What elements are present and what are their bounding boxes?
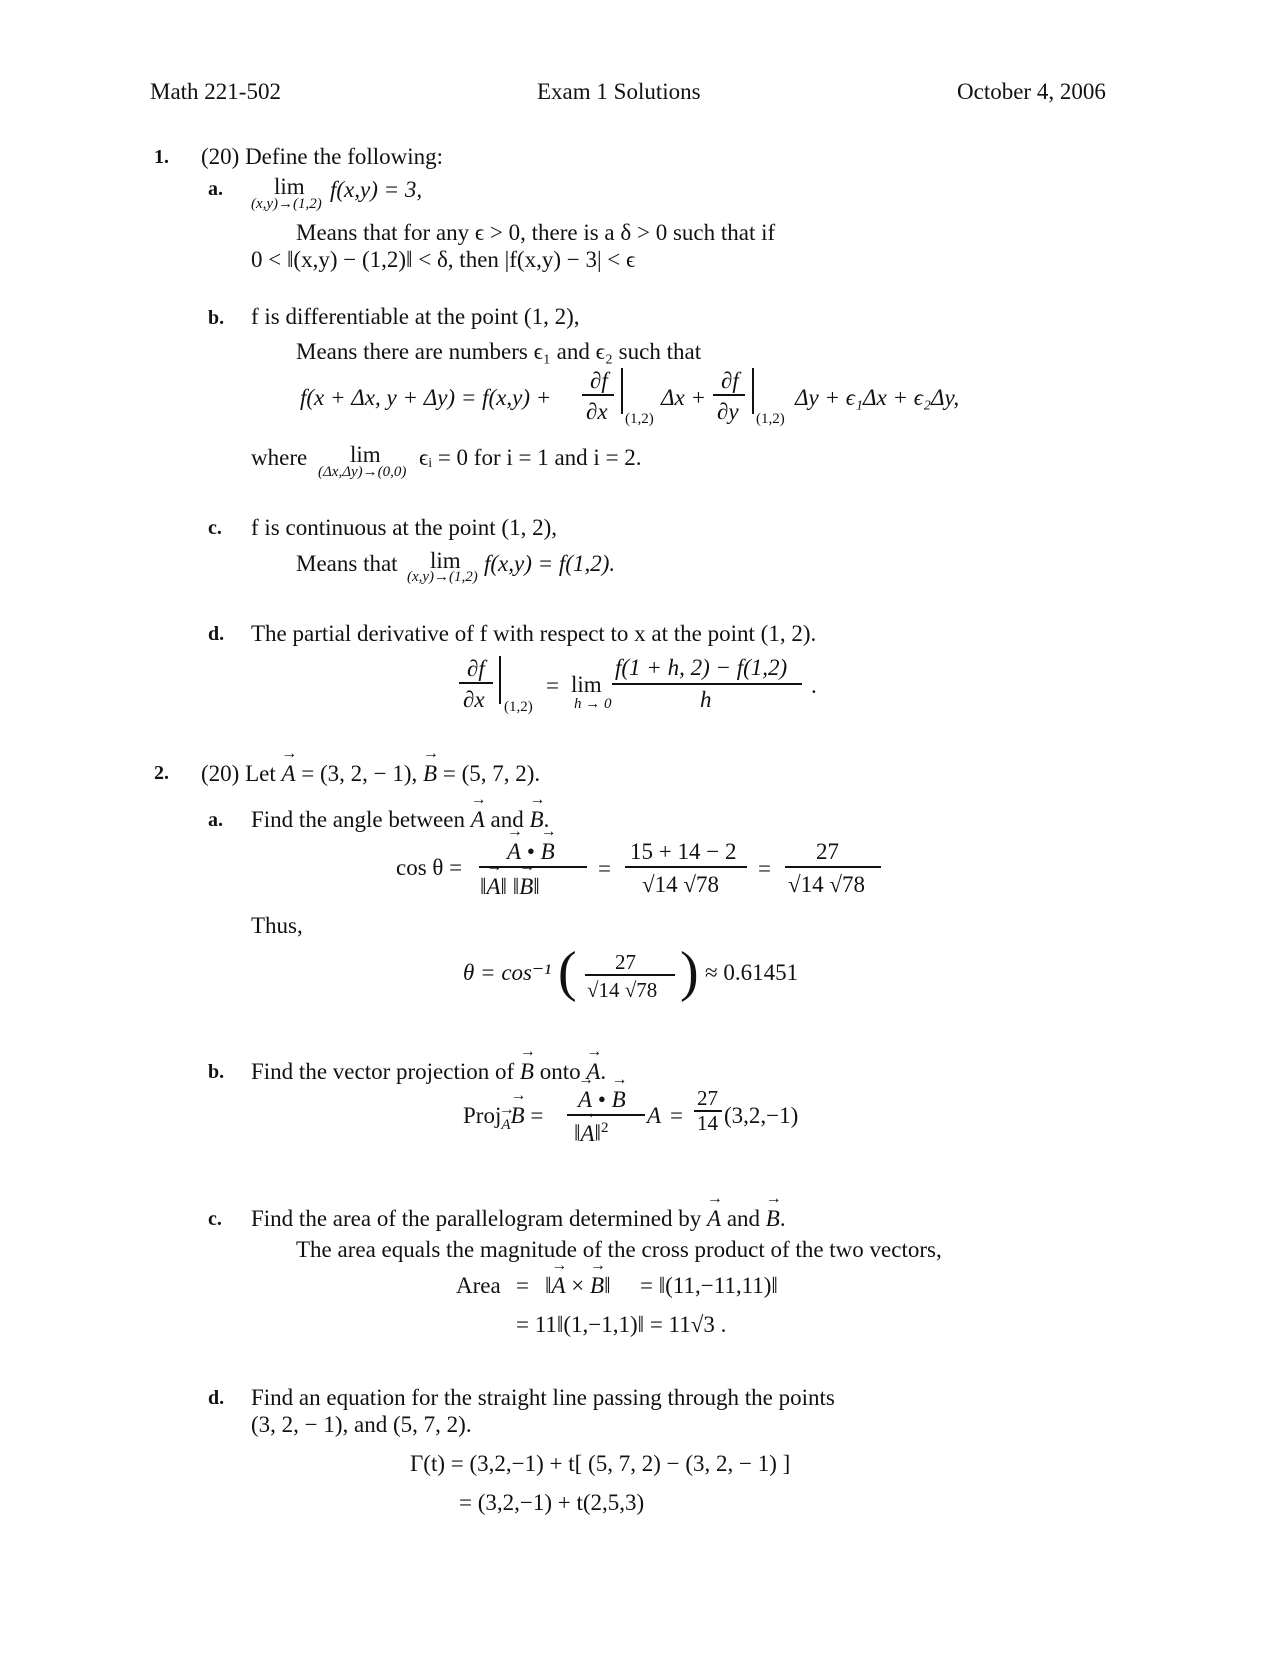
header-course: Math 221-502: [150, 79, 281, 104]
q2a-paren-open: (: [558, 941, 577, 1003]
q2-intro-A-val: = (3, 2, − 1),: [301, 761, 418, 786]
q2a-num1-B: → B: [541, 840, 555, 863]
q2a-den2: √14 √78: [642, 872, 719, 897]
q1b-mid: Δx +: [661, 385, 706, 410]
q2a-theta-num: 27: [615, 950, 636, 974]
q2b-den-A: → A: [580, 1122, 594, 1145]
q2-number: 2.: [154, 762, 169, 784]
q1b-df2: ∂f: [721, 368, 739, 393]
q2b-eq2: =: [670, 1103, 683, 1128]
q1b-where-tail: ϵᵢ = 0 for i = 1 and i = 2.: [419, 445, 642, 470]
q1c-label: c.: [208, 517, 222, 539]
q1b-heading: f is differentiable at the point (1, 2),: [251, 304, 580, 329]
q1c-expr: f(x,y) = f(1,2).: [484, 551, 616, 576]
q1a-lim-sub: (x,y)→(1,2): [251, 196, 322, 212]
q2c-heading-A: → A: [707, 1207, 721, 1230]
q2b-proj: [463, 1104, 543, 1133]
q2b-heading-period: .: [600, 1059, 607, 1084]
q2b-proj-eq: =: [530, 1103, 544, 1128]
q2b-heading-A: → A: [586, 1060, 600, 1083]
q2b-label: b.: [208, 1061, 225, 1083]
q2b-heading: [251, 1060, 606, 1083]
q1b-frac2-bar: [713, 394, 745, 396]
q2b-vec: (3,2,−1): [724, 1103, 799, 1128]
q2a-den1-B: → B: [519, 875, 533, 898]
q2c-heading: [251, 1207, 786, 1230]
q1c-lim: lim: [430, 548, 461, 573]
q2d-line2: (3, 2, − 1), and (5, 7, 2).: [251, 1412, 472, 1437]
q1a-label: a.: [208, 178, 223, 200]
header-title: Exam 1 Solutions: [537, 79, 701, 104]
q2c-line1: The area equals the magnitude of the cross product of the two vectors,: [296, 1237, 942, 1262]
q1d-eval: (1,2): [504, 699, 533, 715]
q1b-dy: ∂y: [717, 399, 739, 424]
q2a-frac2-bar: [625, 866, 747, 868]
q2c-rhs1: = ‖(11,−11,11)‖: [640, 1273, 778, 1298]
q1d-den: h: [700, 687, 712, 712]
q1d-num: f(1 + h, 2) − f(1,2): [615, 655, 788, 680]
q2a-eq2: =: [758, 856, 771, 881]
q2-intro-B-val: = (5, 7, 2).: [442, 761, 541, 786]
q2c-area: Area: [456, 1273, 501, 1298]
q2c-heading-period: .: [779, 1206, 786, 1231]
q2a-label: a.: [208, 809, 223, 831]
q1b-tail: Δy + ϵ₁Δx + ϵ₂Δy,: [795, 385, 960, 410]
q2a-num1-dot: •: [526, 839, 535, 864]
q1b-label: b.: [208, 307, 225, 329]
q2d-heading: Find an equation for the straight line passing through the points: [251, 1385, 835, 1410]
q2a-den1-A: → A: [486, 875, 500, 898]
q2-intro-prefix: (20) Let: [201, 761, 276, 786]
q1b-dx: ∂x: [586, 399, 608, 424]
q1d-eq: =: [546, 673, 559, 698]
q1b-eval1-bar: [621, 368, 623, 414]
q1b-eq-left: f(x + Δx, y + Δy) = f(x,y) +: [300, 385, 552, 410]
q2b-proj-word: Proj: [463, 1103, 502, 1128]
q1b-frac1-bar: [582, 394, 614, 396]
q2a-heading-B: → B: [530, 808, 544, 831]
q2a-num3: 27: [816, 839, 839, 864]
q1b-line1: Means there are numbers ϵ₁ and ϵ₂ such that: [296, 339, 702, 364]
q1b-eval2: (1,2): [756, 411, 785, 427]
q2a-theta-bar: [585, 974, 675, 976]
q2a-eq1: =: [598, 856, 611, 881]
q2a-heading-A: → A: [471, 808, 485, 831]
q2d-label: d.: [208, 1387, 225, 1409]
q2-intro: [201, 762, 540, 785]
q2a-cos-lhs: cos θ =: [396, 855, 463, 880]
q1d-main-bar: [612, 683, 802, 685]
q2d-eq1: Γ(t) = (3,2,−1) + t[ (5, 7, 2) − (3, 2, − 1) ]: [410, 1451, 791, 1476]
q2a-num1-A: → A: [507, 840, 521, 863]
q2b-coef-num: 27: [697, 1086, 718, 1110]
q1d-eval-bar: [499, 656, 501, 704]
q1-number: 1.: [154, 146, 169, 168]
q2b-den: ‖→ A‖$^2$: [574, 1121, 609, 1145]
q2b-den-sq: 2: [601, 1120, 609, 1136]
q2b-frac-bar: [567, 1114, 645, 1116]
q1c-heading: f is continuous at the point (1, 2),: [251, 515, 557, 540]
q1b-lim: lim: [350, 442, 381, 467]
q2a-theta-den: √14 √78: [587, 978, 658, 1002]
q2b-heading-B: → B: [520, 1060, 534, 1083]
q2a-heading-and: and: [490, 807, 524, 832]
q2c-heading-B: → B: [766, 1207, 780, 1230]
q2b-num-B: → B: [612, 1088, 626, 1111]
q2a-paren-close: ): [680, 941, 699, 1003]
q1-intro: (20) Define the following:: [201, 144, 444, 169]
q1d-period: .: [811, 673, 817, 698]
q2c-eq: =: [516, 1273, 529, 1298]
q2b-proj-B: → B: [511, 1104, 525, 1127]
q2a-heading-period: .: [543, 807, 550, 832]
q2b-num-A: → A: [578, 1088, 592, 1111]
q1a-expr: f(x,y) = 3,: [330, 177, 423, 202]
q1b-lim-sub: (Δx,Δy)→(0,0): [318, 464, 407, 480]
q1d-frac-bar: [459, 682, 493, 684]
q1b-df1: ∂f: [590, 368, 608, 393]
q2a-heading-prefix: Find the angle between: [251, 807, 465, 832]
header-date: October 4, 2006: [957, 79, 1106, 104]
q1b-where: where: [251, 445, 308, 470]
q1d-lim: lim: [571, 672, 602, 697]
q2a-den1: ‖→ A‖ ‖→ B‖: [480, 875, 540, 898]
q1b-eval1: (1,2): [625, 411, 654, 427]
q2a-num2: 15 + 14 − 2: [630, 839, 737, 864]
q2-intro-B: → B: [423, 762, 437, 785]
q1d-dx: ∂x: [463, 687, 485, 712]
q1c-lim-sub: (x,y)→(1,2): [407, 569, 478, 585]
q2b-A-plain: A: [647, 1103, 662, 1128]
q2c-heading-prefix: Find the area of the parallelogram determined by: [251, 1206, 702, 1231]
q2b-coef-den: 14: [697, 1111, 718, 1135]
q1d-heading: The partial derivative of f with respect to x at the point (1, 2).: [251, 621, 817, 646]
q2c-cross-B: → B: [590, 1274, 604, 1297]
q2d-eq2: = (3,2,−1) + t(2,5,3): [459, 1490, 645, 1515]
q2a-den3: √14 √78: [788, 872, 865, 897]
q2c-cross-sym: ×: [571, 1273, 585, 1298]
q2a-theta-lhs: θ = cos⁻¹: [463, 960, 552, 985]
q2b-num-dot: •: [597, 1087, 606, 1112]
q2c-label: c.: [208, 1208, 222, 1230]
q2c-rhs2: = 11‖(1,−1,1)‖ = 11√3 .: [516, 1312, 727, 1337]
q1a-line1: Means that for any ϵ > 0, there is a δ > 0 such that if: [296, 220, 776, 245]
q2c-heading-and: and: [726, 1206, 761, 1231]
q2a-approx: ≈ 0.61451: [705, 960, 799, 985]
q2a-frac3-bar: [785, 866, 881, 868]
q1a-lim: lim: [274, 174, 305, 199]
q2c-cross-A: → A: [551, 1274, 565, 1297]
q2c-cross: ‖→ A × → B‖: [545, 1274, 611, 1297]
q2a-thus: Thus,: [251, 913, 303, 938]
q2b-proj-sub-A: → A: [501, 1118, 510, 1133]
q1a-line2: 0 < ‖(x,y) − (1,2)‖ < δ, then |f(x,y) − 3| < ϵ: [251, 247, 636, 272]
q1b-eval2-bar: [752, 368, 754, 414]
q1c-means: Means that: [296, 551, 398, 576]
q2a-heading: [251, 808, 549, 831]
q2-intro-A: → A: [281, 762, 295, 785]
q1d-lim-sub: h → 0: [574, 696, 612, 712]
q1d-label: d.: [208, 623, 225, 645]
q2b-heading-onto: onto: [539, 1059, 581, 1084]
q2b-heading-prefix: Find the vector projection of: [251, 1059, 515, 1084]
q1d-df: ∂f: [467, 656, 485, 681]
